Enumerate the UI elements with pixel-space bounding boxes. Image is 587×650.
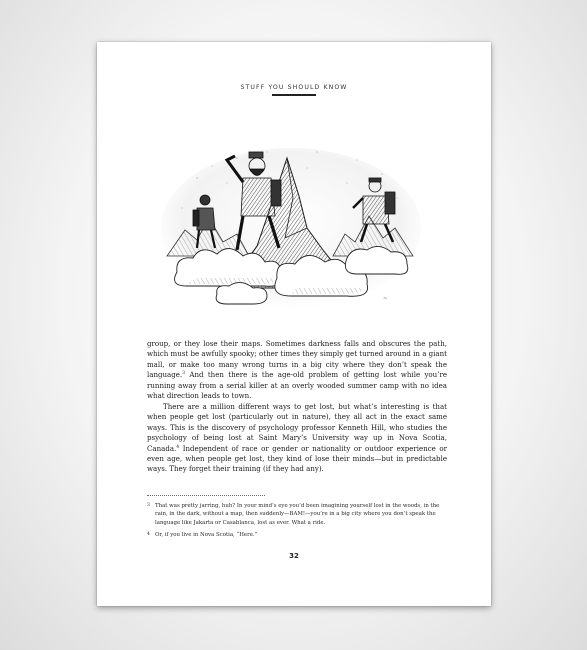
page-number: 32: [289, 552, 299, 560]
footnote-number: 4: [147, 532, 150, 538]
paragraph-text: group, or they lose their maps. Sometimes darkness falls and obscures the path, which must be awfully spooky; other times they simply get turned around in a giant mall, or make too many wrong turns in a big city where they don’t speak the language.: [147, 339, 447, 380]
footnote-text: Or, if you live in Nova Scotia, “Here.”: [155, 532, 258, 539]
footnote-4: [147, 531, 453, 539]
footnote-text: That was pretty jarring, huh? In your mind’s eye you’d been imagining yourself lost in the woods, in the rain, in the dark, without a map, then suddenly—BAM!—you’re in a big city where you don’t speak the language like Jakarta or Casablanca, lost as ever. What a ride.: [155, 503, 440, 526]
footnote-rule: [147, 495, 265, 496]
paragraph-1: [147, 339, 447, 402]
body-text: [147, 339, 447, 475]
running-head-text: STUFF YOU SHOULD KNOW: [240, 84, 348, 91]
paragraph-text: There are a million different ways to get lost, but what’s interesting is that when people get lost (particularly out in nature), they all act in the exact same ways. This is the discovery of psychology professor Kenneth Hill, who studies the psychology of being lost at Saint Mary’s University way up in Nova Scotia, Canada.: [147, 401, 447, 453]
footnote-marker: 3: [182, 371, 186, 377]
footnote-3: [147, 502, 453, 527]
running-head-underline: [272, 94, 316, 96]
footnote-number: 3: [147, 503, 150, 508]
footnote-marker: 4: [176, 444, 180, 450]
paragraph-2: [147, 402, 447, 475]
paragraph-text: Independent of race or gender or nationality or outdoor experience or even age, when people get lost, they kind of lose their minds—but in predictable ways. They forget their training (if they had any).: [147, 443, 447, 474]
footnotes: [147, 502, 453, 544]
artist-signature: ~: [383, 296, 388, 302]
paragraph-text: And then there is the age-old problem of getting lost while you’re running away from a serial killer at an overly wooded summer camp with no idea what direction leads to town.: [147, 370, 447, 401]
running-head: [97, 84, 491, 91]
lost-hikers-on-mountain-illustration: [157, 138, 425, 310]
book-page: [97, 42, 491, 606]
